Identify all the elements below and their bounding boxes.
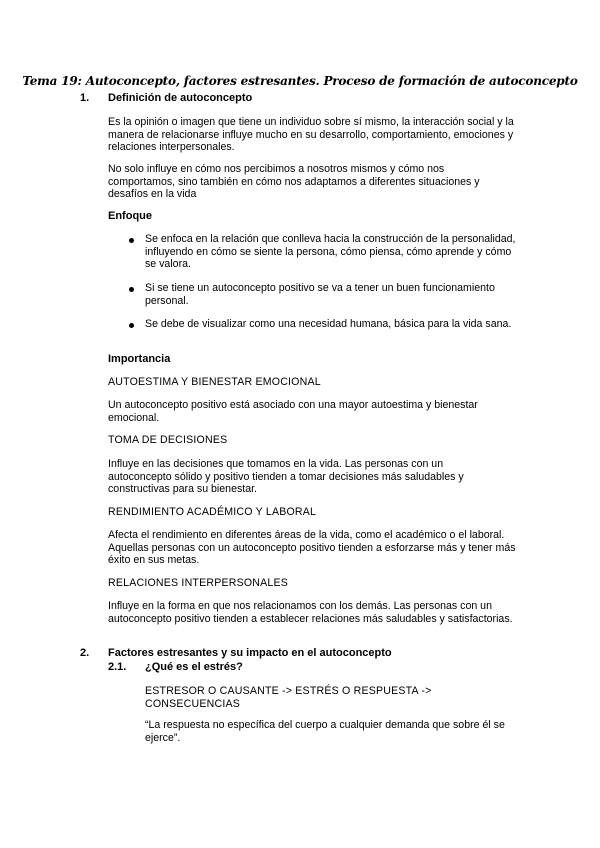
subsection-2-1-number: 2.1. <box>108 661 127 673</box>
bullet-dot-icon <box>129 238 134 243</box>
importancia-text-decisiones: Influye en las decisiones que tomamos en la vida. Las personas con un autoconcepto sólido y positivo tienden a tomar decisiones más saludables y constructivas para su bienestar. <box>108 458 464 496</box>
subsection-2-1-heading: ¿Qué es el estrés? <box>145 661 243 673</box>
enfoque-heading: Enfoque <box>108 210 152 222</box>
importancia-text-relaciones: Influye en la forma en que nos relacionamos con los demás. Las personas con un autoconcepto positivo tienden a establecer relaciones más saludables y satisfactorias. <box>108 600 513 625</box>
enfoque-bullet-2: Si se tiene un autoconcepto positivo se va a tener un buen funcionamiento personal. <box>145 282 495 307</box>
definition-paragraph-1: Es la opinión o imagen que tiene un individuo sobre sí mismo, la interacción social y la manera de relacionarse influye mucho en su desarrollo, comportamiento, emociones y relaciones interpersonales. <box>108 116 514 154</box>
stress-quote: “La respuesta no específica del cuerpo a cualquier demanda que sobre él se ejerce”. <box>145 719 505 744</box>
importancia-label-autoestima: AUTOESTIMA Y BIENESTAR EMOCIONAL <box>108 376 321 388</box>
importancia-label-rendimiento: RENDIMIENTO ACADÉMICO Y LABORAL <box>108 506 317 518</box>
importancia-text-rendimiento: Afecta el rendimiento en diferentes áreas de la vida, como el académico o el laboral. Aquellas personas con un autoconcepto positivo tienden a esforzarse más y tener más éxito en sus metas. <box>108 529 516 567</box>
section-1-heading: Definición de autoconcepto <box>108 92 253 104</box>
enfoque-bullet-1: Se enfoca en la relación que conlleva hacia la construcción de la personalidad, influyendo en cómo se siente la persona, cómo piensa, cómo aprende y cómo se valora. <box>145 233 516 271</box>
importancia-label-relaciones: RELACIONES INTERPERSONALES <box>108 577 289 589</box>
importancia-text-autoestima: Un autoconcepto positivo está asociado con una mayor autoestima y bienestar emocional. <box>108 399 478 424</box>
document-title: Tema 19: Autoconcepto, factores estresantes. Proceso de formación de autoconcepto <box>22 74 578 88</box>
bullet-dot-icon <box>129 323 134 328</box>
enfoque-bullet-3: Se debe de visualizar como una necesidad humana, básica para la vida sana. <box>145 318 512 330</box>
bullet-dot-icon <box>129 287 134 292</box>
section-2-heading: Factores estresantes y su impacto en el autoconcepto <box>108 647 392 659</box>
importancia-heading: Importancia <box>108 353 171 365</box>
importancia-label-decisiones: TOMA DE DECISIONES <box>108 434 228 446</box>
definition-paragraph-2: No solo influye en cómo nos percibimos a nosotros mismos y cómo nos comportamos, sino también en cómo nos adaptamos a diferentes situaciones y desafíos en la vida <box>108 163 480 201</box>
section-1-number: 1. <box>80 92 90 104</box>
section-2-number: 2. <box>80 647 90 659</box>
stress-flow: ESTRESOR O CAUSANTE -> ESTRÉS O RESPUESTA -> CONSECUENCIAS <box>145 685 432 710</box>
